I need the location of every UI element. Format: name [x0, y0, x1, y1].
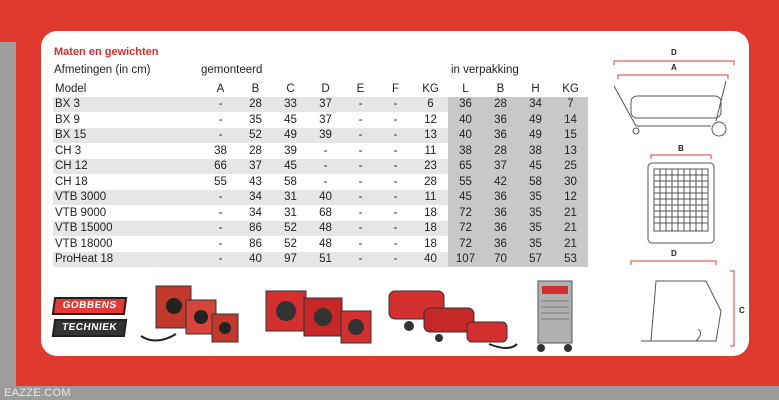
value-cell: -	[203, 128, 238, 144]
value-cell: 72	[448, 236, 483, 252]
table-row	[53, 236, 588, 252]
column-header: C	[273, 81, 308, 97]
value-cell: 49	[273, 128, 308, 144]
value-cell: 11	[413, 190, 448, 206]
table-row	[53, 159, 588, 175]
column-header: B	[483, 81, 518, 97]
value-cell: 31	[284, 206, 297, 219]
value-cell: 58	[518, 174, 553, 190]
column-header: Model	[53, 81, 203, 97]
model-cell: BX 15	[53, 128, 203, 144]
value-cell: -	[378, 97, 413, 113]
value-cell: 25	[553, 159, 588, 175]
column-header: E	[343, 81, 378, 97]
value-cell: 40	[413, 252, 448, 268]
value-cell: 36	[483, 205, 518, 221]
value-cell: 45	[273, 159, 308, 175]
value-cell: -	[378, 159, 413, 175]
value-cell: 72	[448, 221, 483, 237]
value-cell: 58	[284, 175, 297, 188]
value-cell: 70	[483, 252, 518, 268]
value-cell: 66	[203, 159, 238, 175]
diagram-label-d-top: D	[671, 48, 677, 57]
model-cell: VTB 9000	[55, 206, 107, 219]
bottom-grey-bar	[0, 386, 779, 400]
model-cell: VTB 18000	[55, 237, 113, 250]
value-cell: 40	[448, 112, 483, 128]
diagram-label-b: B	[678, 144, 684, 153]
value-cell: 14	[553, 112, 588, 128]
value-cell: 45	[284, 113, 297, 126]
value-cell: 37	[308, 97, 343, 113]
value-cell: -	[358, 144, 363, 157]
value-cell: -	[358, 113, 363, 126]
value-cell: 39	[308, 128, 343, 144]
model-cell: BX 3	[53, 97, 203, 113]
value-cell: 35	[249, 113, 262, 126]
value-cell: 40	[448, 128, 483, 144]
value-cell: -	[218, 113, 223, 126]
value-cell: 38	[518, 143, 553, 159]
model-cell: CH 3	[55, 144, 82, 157]
spec-card	[41, 31, 749, 356]
value-cell: 34	[238, 190, 273, 206]
column-header: F	[378, 81, 413, 97]
proheat-heater-image	[526, 276, 581, 356]
value-cell: -	[343, 221, 378, 237]
value-cell: -	[378, 221, 413, 237]
value-cell: 52	[284, 237, 297, 250]
value-cell: -	[358, 175, 363, 188]
value-cell: 28	[424, 175, 437, 188]
value-cell: -	[218, 237, 223, 250]
value-cell: 28	[483, 97, 518, 113]
value-cell: 97	[273, 252, 308, 268]
value-cell: 40	[238, 252, 273, 268]
value-cell: 35	[518, 190, 553, 206]
table-row	[53, 205, 588, 221]
value-cell: 52	[273, 221, 308, 237]
value-cell: 37	[238, 159, 273, 175]
value-cell: -	[343, 97, 378, 113]
model-cell: CH 12	[53, 159, 203, 175]
column-header: KG	[553, 81, 588, 97]
value-cell: 86	[238, 221, 273, 237]
value-cell: 68	[319, 206, 332, 219]
value-cell: 43	[249, 175, 262, 188]
value-cell: 57	[518, 252, 553, 268]
value-cell: 23	[413, 159, 448, 175]
value-cell: -	[218, 206, 223, 219]
value-cell: -	[393, 144, 398, 157]
value-cell: -	[358, 237, 363, 250]
left-grey-bar	[0, 42, 16, 388]
model-cell: ProHeat 18	[53, 252, 203, 268]
logo-line-1: GOBBENS	[52, 297, 128, 315]
ch-heaters-image	[256, 286, 376, 354]
model-cell: BX 9	[55, 113, 80, 126]
value-cell: 21	[553, 221, 588, 237]
value-cell: 28	[483, 143, 518, 159]
table-row	[53, 97, 588, 113]
packaged-label: in verpakking	[451, 64, 519, 76]
bx-heaters-image	[136, 276, 246, 354]
value-cell: -	[378, 252, 413, 268]
value-cell: -	[323, 175, 328, 188]
value-cell: 39	[284, 144, 297, 157]
table-row	[53, 112, 588, 128]
specs-table	[53, 81, 588, 267]
value-cell: 37	[319, 113, 332, 126]
value-cell: 21	[553, 236, 588, 252]
value-cell: 55	[214, 175, 227, 188]
diagram-label-d-bottom: D	[671, 249, 677, 258]
value-cell: -	[343, 159, 378, 175]
company-logo	[53, 289, 126, 341]
value-cell: 13	[413, 128, 448, 144]
table-header-row	[53, 81, 588, 97]
model-cell: CH 18	[55, 175, 88, 188]
diagram-label-a: A	[671, 63, 677, 72]
value-cell: 18	[413, 221, 448, 237]
value-cell: 11	[424, 144, 437, 157]
value-cell: -	[343, 252, 378, 268]
value-cell: 37	[483, 159, 518, 175]
value-cell: 34	[518, 97, 553, 113]
table-row	[53, 221, 588, 237]
value-cell: -	[308, 159, 343, 175]
value-cell: 38	[214, 144, 227, 157]
value-cell: 36	[448, 97, 483, 113]
value-cell: -	[323, 144, 328, 157]
column-header: D	[308, 81, 343, 97]
value-cell: 18	[424, 237, 437, 250]
value-cell: 36	[483, 128, 518, 144]
value-cell: 35	[518, 221, 553, 237]
value-cell: -	[203, 97, 238, 113]
table-row	[53, 174, 588, 190]
assembled-label: gemonteerd	[201, 64, 263, 76]
value-cell: 28	[238, 97, 273, 113]
value-cell: 13	[553, 143, 588, 159]
value-cell: 49	[518, 128, 553, 144]
value-cell: 36	[483, 190, 518, 206]
value-cell: 15	[553, 128, 588, 144]
model-cell: VTB 15000	[53, 221, 203, 237]
value-cell: 6	[413, 97, 448, 113]
value-cell: 40	[308, 190, 343, 206]
section-title: Maten en gewichten	[54, 46, 159, 58]
value-cell: 53	[553, 252, 588, 268]
value-cell: 52	[238, 128, 273, 144]
value-cell: -	[203, 252, 238, 268]
value-cell: 33	[273, 97, 308, 113]
value-cell: -	[378, 128, 413, 144]
column-header: KG	[413, 81, 448, 97]
dimension-diagrams	[596, 41, 746, 351]
value-cell: 72	[448, 205, 483, 221]
value-cell: -	[343, 128, 378, 144]
logo-line-2: TECHNIEK	[52, 319, 128, 337]
value-cell: 49	[518, 112, 553, 128]
value-cell: 12	[553, 190, 588, 206]
value-cell: 31	[273, 190, 308, 206]
column-header: H	[518, 81, 553, 97]
value-cell: -	[393, 113, 398, 126]
value-cell: -	[343, 190, 378, 206]
vtb-heaters-image	[379, 286, 519, 354]
value-cell: 48	[308, 221, 343, 237]
value-cell: 30	[553, 174, 588, 190]
column-header: B	[238, 81, 273, 97]
table-row	[53, 143, 588, 159]
value-cell: 38	[448, 143, 483, 159]
value-cell: 21	[553, 205, 588, 221]
diagram-label-c: C	[739, 306, 745, 315]
value-cell: -	[203, 221, 238, 237]
value-cell: 55	[448, 174, 483, 190]
value-cell: 86	[249, 237, 262, 250]
value-cell: -	[393, 175, 398, 188]
value-cell: 51	[308, 252, 343, 268]
value-cell: 12	[424, 113, 437, 126]
value-cell: 35	[518, 205, 553, 221]
table-row	[53, 190, 588, 206]
value-cell: 36	[483, 236, 518, 252]
value-cell: 35	[518, 236, 553, 252]
column-header: L	[448, 81, 483, 97]
value-cell: 107	[448, 252, 483, 268]
value-cell: 34	[249, 206, 262, 219]
watermark: EAZZE.COM	[4, 387, 71, 399]
value-cell: -	[393, 237, 398, 250]
value-cell: -	[393, 206, 398, 219]
value-cell: 28	[249, 144, 262, 157]
value-cell: 18	[424, 206, 437, 219]
value-cell: 45	[518, 159, 553, 175]
value-cell: -	[358, 206, 363, 219]
table-row	[53, 128, 588, 144]
value-cell: 65	[448, 159, 483, 175]
model-cell: VTB 3000	[53, 190, 203, 206]
value-cell: 36	[483, 112, 518, 128]
dimensions-label: Afmetingen (in cm)	[54, 64, 151, 76]
value-cell: 42	[483, 174, 518, 190]
value-cell: -	[203, 190, 238, 206]
value-cell: 36	[483, 221, 518, 237]
table-row	[53, 252, 588, 268]
value-cell: 48	[319, 237, 332, 250]
value-cell: 45	[448, 190, 483, 206]
value-cell: -	[378, 190, 413, 206]
column-header: A	[203, 81, 238, 97]
value-cell: 7	[553, 97, 588, 113]
